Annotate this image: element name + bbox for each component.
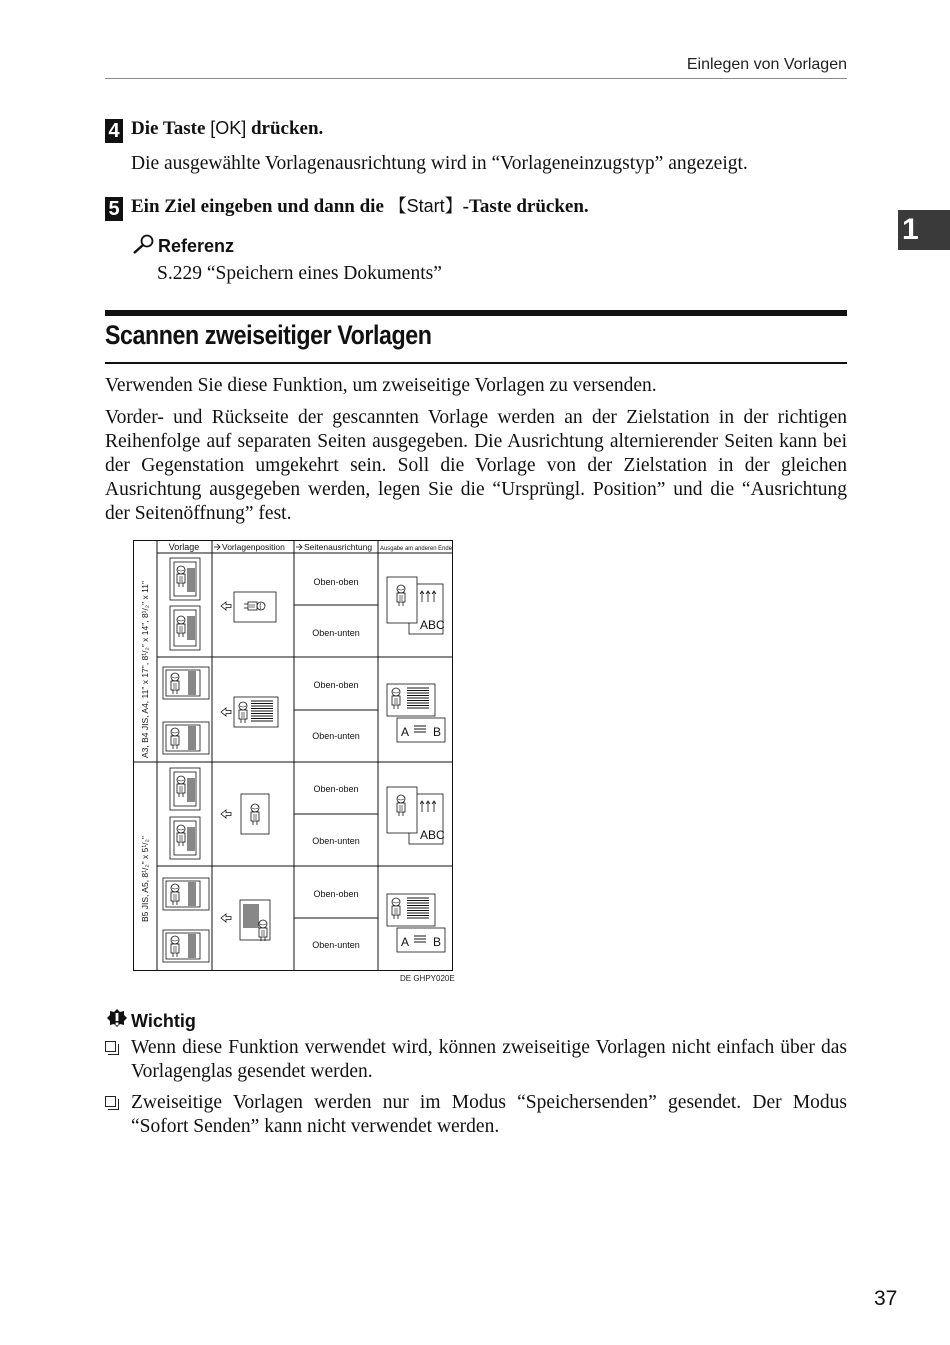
reference-label: Referenz: [158, 236, 235, 256]
figure-column-header: Vorlage: [168, 542, 200, 552]
orientation-top-bottom-label: Oben-unten: [312, 628, 360, 638]
orientation-top-top-label: Oben-oben: [313, 577, 359, 587]
step-5-text-after: -Taste drücken.: [462, 196, 589, 217]
step-4-text-before: Die Taste: [131, 118, 211, 139]
scanner-placement-icon: [234, 697, 278, 727]
output-label: ABC: [420, 618, 445, 632]
scanner-placement-icon: [240, 900, 270, 941]
running-header-title: Einlegen von Vorlagen: [686, 56, 847, 73]
section-intro: Verwenden Sie diese Funktion, um zweiseitige Vorlagen zu versenden.: [105, 375, 657, 396]
output-label: B: [433, 725, 442, 739]
output-label: B: [433, 935, 442, 949]
step-5-text-before: Ein Ziel eingeben und dann die: [131, 196, 389, 217]
output-label: A: [401, 725, 410, 739]
checkbox-bullet-icon: [105, 1041, 116, 1052]
page-number: 37: [874, 1287, 898, 1310]
orientation-top-top-label: Oben-oben: [313, 784, 359, 794]
ok-key-label: [OK]: [210, 118, 247, 138]
paper-size-group-label: B5 JIS, A5, 8¹/₂" x 5¹/₂": [140, 836, 150, 922]
figure-column-header: Ausgabe am anderen Ende: [380, 545, 453, 552]
step-4-description: Die ausgewählte Vorlagenausrichtung wird in “Vorlageneinzugstyp” angezeigt.: [131, 153, 748, 174]
section-title: Scannen zweiseitiger Vorlagen: [105, 320, 432, 350]
step-number-badge: 4: [105, 119, 123, 143]
scanner-placement-icon: [234, 592, 276, 622]
figure-code: DE GHPY020E: [400, 974, 455, 983]
step-5-heading: [105, 192, 589, 221]
magnifier-icon: [132, 234, 156, 254]
figure-column-header: Vorlagenposition: [222, 542, 285, 552]
reference-text: S.229 “Speichern eines Dokuments”: [157, 263, 442, 284]
section-bottom-rule: [105, 362, 847, 364]
section-body: Vorder- und Rückseite der gescannten Vorlage werden an der Zielstation in der richtigen Reihenfolge auf separaten Seiten ausgegeben. Die Ausrichtung alternierender Seiten kann bei der Gegenstation umgekehrt sein. Soll die Vorlage von der Zielstation in der gleichen Ausrichtung ausgegeben werden, legen Sie die “Ursprüngl. Position” und die “Ausrichtung der Seitenöffnung” fest.: [105, 407, 847, 524]
step-4-heading: [105, 118, 323, 143]
output-label: A: [401, 935, 410, 949]
orientation-top-bottom-label: Oben-unten: [312, 836, 360, 846]
step-4-text-after: drücken.: [246, 118, 324, 139]
important-heading: [105, 1008, 196, 1032]
duplex-orientation-figure: [133, 540, 455, 979]
important-list-item: [105, 1036, 847, 1084]
important-item-text: Wenn diese Funktion verwendet wird, können zweiseitige Vorlagen nicht einfach über das Vorlagenglas gesendet werden.: [131, 1037, 847, 1082]
orientation-top-top-label: Oben-oben: [313, 889, 359, 899]
exclamation-badge-icon: [105, 1008, 129, 1030]
running-header: [105, 56, 847, 79]
chapter-tab: 1: [898, 210, 950, 250]
orientation-top-bottom-label: Oben-unten: [312, 731, 360, 741]
output-label: ABC: [420, 828, 445, 842]
reference-heading: [132, 234, 234, 257]
orientation-top-bottom-label: Oben-unten: [312, 940, 360, 950]
important-item-text: Zweiseitige Vorlagen werden nur im Modus “Speichersenden” gesendet. Der Modus “Sofort Senden” kann nicht verwendet werden.: [131, 1092, 847, 1137]
figure-column-header: Seitenausrichtung: [304, 542, 373, 552]
scanner-placement-icon: [241, 794, 269, 834]
step-number-badge: 5: [105, 197, 123, 221]
orientation-top-top-label: Oben-oben: [313, 680, 359, 690]
paper-size-group-label: A3, B4 JIS, A4, 11" x 17", 8¹/₂" x 14", 8¹/₂" x 11": [140, 581, 150, 758]
important-label: Wichtig: [131, 1011, 196, 1031]
figure-diagram: [133, 540, 455, 974]
checkbox-bullet-icon: [105, 1096, 116, 1107]
start-key-label: 【Start】: [388, 196, 463, 216]
important-list-item: [105, 1091, 847, 1139]
section-top-rule: [105, 310, 847, 316]
